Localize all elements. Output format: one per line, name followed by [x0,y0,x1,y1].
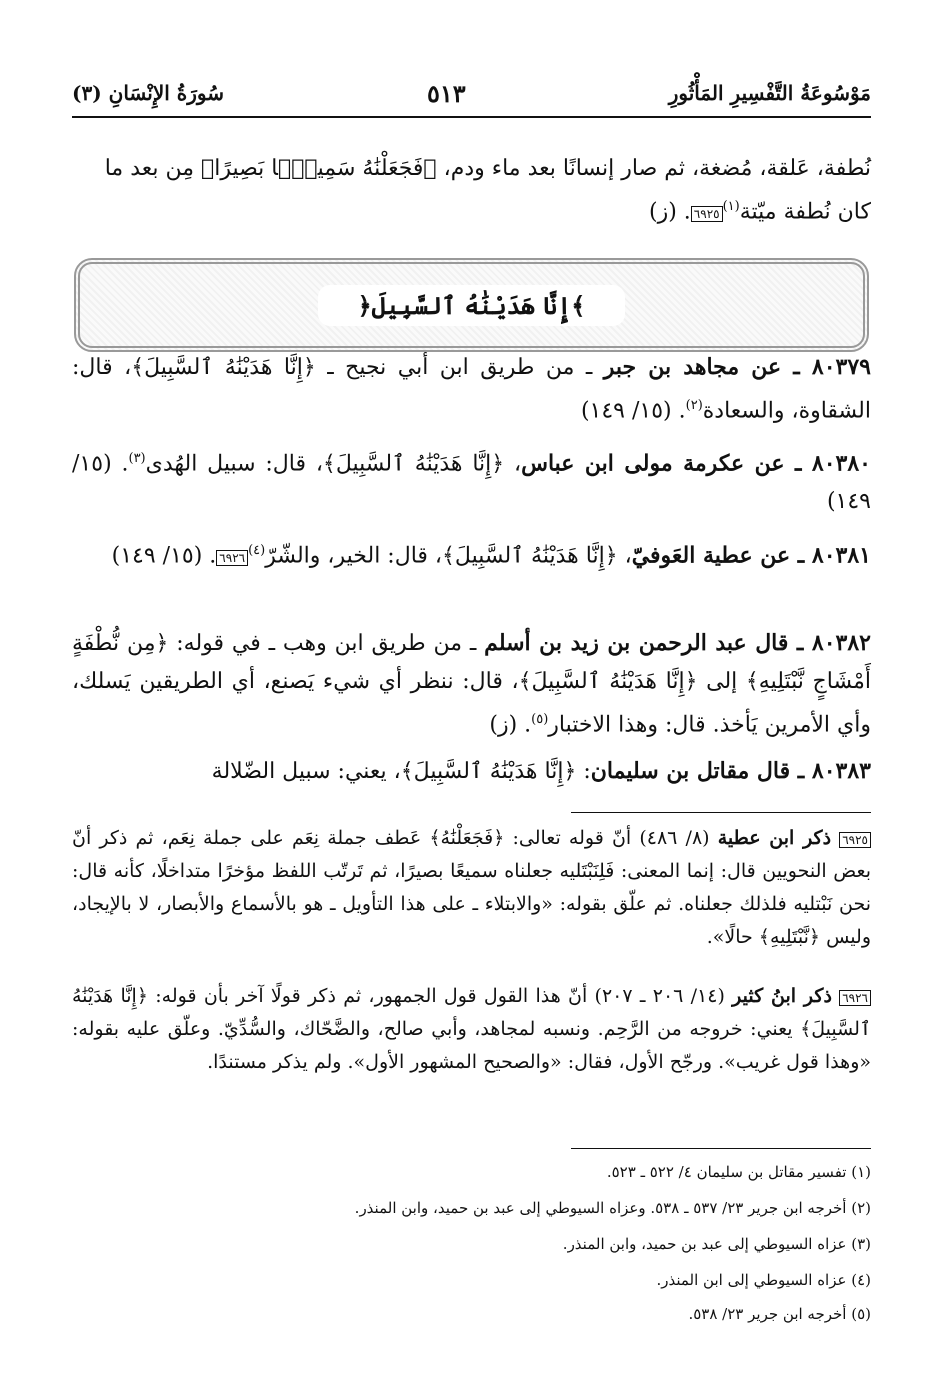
entry-tail: . (١٥/ ١٤٩) [580,398,686,424]
footnote-marker[interactable]: (١) [722,199,740,214]
note-number: ٦٩٢٥ [839,832,871,848]
note-lead: ذكر ابن عطية [717,827,832,849]
footnote-marker[interactable]: (٣) [128,451,146,466]
entry-tail: . (١٥/ ١٤٩) [111,543,217,569]
entry-label: ٨٠٣٨٢ ـ قال عبد الرحمن بن زيد بن أسلم [484,630,871,656]
footnote-1: (١) تفسير مقاتل بن سليمان ٤/ ٥٢٢ ـ ٥٢٣. [606,1163,871,1181]
footnote-4: (٤) عزاه السيوطي إلى ابن المنذر. [656,1271,871,1289]
note-number: ٦٩٢٦ [839,990,871,1006]
intro-line-1: نُطفة، عَلقة، مُضغة، ثم صار إنسانًا بعد ماء ودم، ﴿فَجَعَلْنَٰهُ سَمِيعًۢا بَصِيرًا﴾ مِن بعد ما [104,156,871,181]
entry-80382 [72,624,871,744]
entry-text: ، ﴿إِنَّا هَدَيْنَٰهُ ٱلسَّبِيلَ﴾، قال: سبيل الهُدى [145,451,522,477]
entry-80383 [72,752,871,791]
entry-tail: . (ز) [489,712,532,738]
note-reference[interactable]: ٦٩٢٥ [691,206,723,222]
note-text: (٨/ ٤٨٦) أنّ قوله تعالى: ﴿فَجَعَلْنَٰهُ﴾ عَطف جملة نِعَم على جملة نِعَم، ثم ذكر أنّ بعض النحويين قال: إنما المعنى: فَلِنَبْتَليه جعلناه سميعًا بصيرًا، ثم تَرتّب اللفظ مؤخرًا متداخلًا، كأنه قال: نحن نَبْتليه فلذلك جعلناه. ثم علّق بقوله: «والابتلاء ـ على هذا التأويل ـ هو بالأسماع والأبصار، لا بالإيجاد، وليس ﴿نَّبْتَلِيهِ﴾ حالًا». [72,827,871,948]
entry-text: ـ من طريق ابن أبي نجيح ـ ﴿إِنَّا هَدَيْنَٰهُ ٱلسَّبِيلَ﴾، قال: الشقاوة، والسعادة [72,355,871,424]
section-heading: ﴿إِنَّا هَدَيْنَٰهُ ٱلسَّبِيلَ﴾ [318,285,626,326]
entry-label: ٨٠٣٨٣ ـ قال مقاتل بن سليمان [590,758,871,784]
footnote-5: (٥) أخرجه ابن جرير ٢٣/ ٥٣٨. [688,1305,871,1323]
footnote-marker[interactable]: (٤) [248,543,266,558]
book-title: مَوْسُوعَةُ التَّفْسِيرِ المَأْثُورِ [668,81,871,105]
note-6926 [72,980,871,1079]
entry-80379 [72,348,871,430]
entry-label: ٨٠٣٨١ ـ عن عطية العَوفيّ [631,542,871,569]
note-6925 [72,822,871,954]
entry-tail: . (١٥/ ١٤٩) [72,451,871,515]
page-number: ٥١٣ [427,78,466,108]
entry-text: ، ﴿إِنَّا هَدَيْنَٰهُ ٱلسَّبِيلَ﴾، قال: الخير، والشّرّ [265,543,632,569]
footnotes-separator [571,1148,871,1149]
entry-80380 [72,440,871,521]
footnote-marker[interactable]: (٢) [685,398,703,413]
section-heading-frame [74,258,869,352]
footnote-2: (٢) أخرجه ابن جرير ٢٣/ ٥٣٧ ـ ٥٣٨. وعزاه السيوطي إلى عبد بن حميد، وابن المنذر. [354,1199,871,1217]
intro-line-2: كان نُطفة ميّتة [739,199,871,225]
footnote-3: (٣) عزاه السيوطي إلى عبد بن حميد، وابن المنذر. [562,1235,871,1253]
entry-text: ـ من طريق ابن وهب ـ في قوله: ﴿مِن نُّطْفَةٍ أَمْشَاجٍ نَّبْتَلِيهِ﴾ إلى ﴿إِنَّا هَدَيْنَٰهُ ٱلسَّبِيلَ﴾، قال: ننظر أي شيء يَصنع، أي الطريقين يَسلك، وأي الأمرين يَأخذ. قال: وهذا الاختبار [72,631,871,738]
surah-title: سُورَةُ الإِنْسَانِ (٣) [72,81,224,105]
note-text: (١٤/ ٢٠٦ ـ ٢٠٧) أنّ هذا القول قول الجمهور، ثم ذكر قولًا آخر بأن قوله: ﴿إِنَّا هَدَيْنَٰهُ ٱلسَّبِيلَ﴾ يعني: خروجه من الرَّحِم. ونسبه لمجاهد، وأبي صالح، والضَّحّاك، والسُّدِّيّ. وعلّق عليه بقوله: «وهذا قول غريب». ورجّح الأول، فقال: «والصحيح المشهور الأول». ولم يذكر مستندًا. [72,985,871,1073]
entry-text: : ﴿إِنَّا هَدَيْنَٰهُ ٱلسَّبِيلَ﴾، يعني: سبيل الضّلالة [211,759,591,784]
notes-separator [571,812,871,813]
entry-80381 [72,532,871,575]
intro-paragraph [72,150,871,231]
entry-label: ٨٠٣٨٠ ـ عن عكرمة مولى ابن عباس [521,450,871,477]
running-header [72,70,871,116]
note-reference[interactable]: ٦٩٢٦ [216,550,248,566]
intro-tail: . (ز) [649,199,691,225]
entry-label: ٨٠٣٧٩ ـ عن مجاهد بن جبر [603,354,871,380]
note-lead: ذكر ابنُ كثير [732,985,832,1007]
footnote-marker[interactable]: (٥) [531,712,549,727]
header-rule [72,116,871,118]
